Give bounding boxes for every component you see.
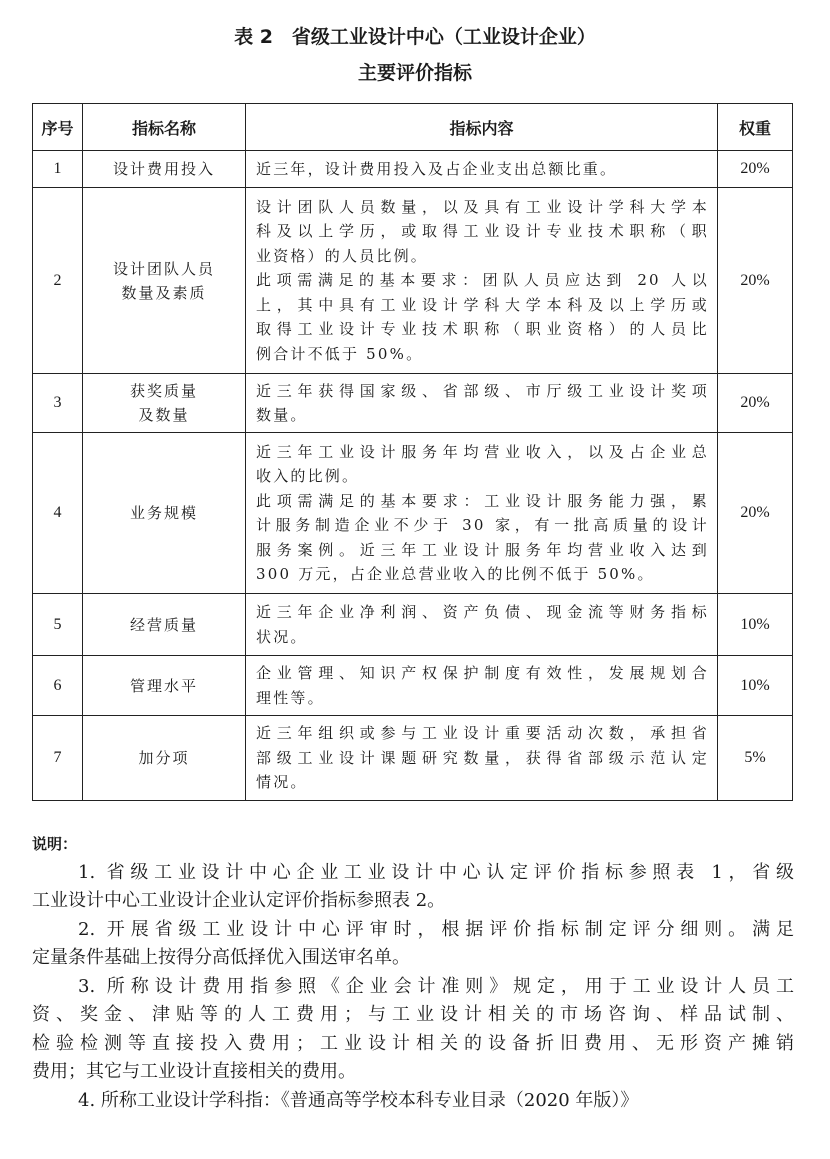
row-number: 1 [33, 151, 83, 188]
indicator-name [83, 656, 246, 716]
content-line: 300 万元，占企业总营业收入的比例不低于 50%。 [256, 565, 655, 583]
indicator-content [246, 716, 718, 801]
content-line: 情况。 [256, 773, 308, 792]
note-line: 4. 所称工业设计学科指：《普通高等学校本科专业目录（2020 年版）》 [78, 1089, 639, 1111]
content-line: 部级工业设计课题研究数量，获得省部级示范认定 [256, 748, 709, 767]
weight: 10% [718, 656, 793, 716]
content-line: 企业管理、知识产权保护制度有效性，发展规划合 [256, 664, 709, 682]
weight: 5% [718, 716, 793, 801]
indicator-content [246, 151, 718, 188]
note-line: 3. 所称设计费用指参照《企业会计准则》规定，用于工业设计人员工 [78, 975, 794, 997]
note-item [32, 859, 794, 916]
row-number: 3 [33, 374, 83, 433]
name-line: 管理水平 [129, 676, 198, 695]
table-row [33, 433, 793, 594]
note-line: 费用；其它与工业设计直接相关的费用。 [32, 1061, 356, 1082]
name-line: 经营质量 [129, 615, 198, 634]
content-line: 计服务制造企业不少于 30 家，有一批高质量的设计 [256, 516, 709, 534]
content-line: 此项需满足的基本要求：团队人员应达到 20 人以 [256, 271, 709, 290]
note-line: 工业设计中心工业设计企业认定评价指标参照表 2。 [32, 890, 446, 911]
row-number: 2 [33, 188, 83, 374]
evaluation-table [32, 103, 793, 801]
content-line: 取得工业设计专业技术职称（职业资格）的人员比 [256, 320, 709, 339]
content-line: 状况。 [256, 627, 308, 646]
content-line: 设计团队人员数量，以及具有工业设计学科大学本 [256, 197, 709, 216]
content-line: 理性等。 [256, 688, 325, 707]
indicator-content [246, 656, 718, 716]
table-header-row [33, 104, 793, 151]
name-line: 业务规模 [129, 504, 198, 522]
content-line: 近三年获得国家级、省部级、市厅级工业设计奖项 [256, 381, 709, 400]
indicator-name [83, 374, 246, 433]
content-line: 近三年组织或参与工业设计重要活动次数，承担省 [256, 724, 709, 743]
content-line: 科及以上学历，或取得工业设计专业技术职称（职 [256, 222, 709, 241]
weight: 20% [718, 151, 793, 188]
name-line: 获奖质量 [129, 382, 198, 400]
table-row [33, 594, 793, 656]
row-number: 7 [33, 716, 83, 801]
header-no: 序号 [33, 104, 83, 151]
indicator-name [83, 188, 246, 374]
weight: 20% [718, 374, 793, 433]
content-line: 近三年工业设计服务年均营业收入，以及占企业总 [256, 442, 709, 461]
content-line: 近三年，设计费用投入及占企业支出总额比重。 [256, 159, 618, 178]
indicator-name [83, 716, 246, 801]
content-line: 收入的比例。 [256, 467, 360, 485]
weight: 20% [718, 433, 793, 594]
indicator-content [246, 188, 718, 374]
indicator-content [246, 594, 718, 656]
table-row [33, 151, 793, 188]
row-number: 5 [33, 594, 83, 656]
note-line: 1. 省级工业设计中心企业工业设计中心认定评价指标参照表 1，省级 [78, 861, 794, 883]
table-title: 表 2 省级工业设计中心（工业设计企业） [234, 26, 596, 48]
indicator-name [83, 151, 246, 188]
note-item [32, 916, 794, 973]
table-row [33, 656, 793, 716]
indicator-name [83, 433, 246, 594]
notes-label: 说明： [32, 835, 78, 853]
table-subtitle: 主要评价指标 [357, 62, 472, 84]
name-line: 加分项 [138, 749, 190, 767]
note-item [32, 973, 794, 1087]
row-number: 4 [33, 433, 83, 594]
name-line: 数量及素质 [121, 283, 207, 302]
weight: 20% [718, 188, 793, 374]
row-number: 6 [33, 656, 83, 716]
notes-section [32, 830, 794, 1115]
header-weight: 权重 [718, 104, 793, 151]
header-name: 指标名称 [83, 104, 246, 151]
weight: 10% [718, 594, 793, 656]
indicator-content [246, 433, 718, 594]
note-line: 定量条件基础上按得分高低择优入围送审名单。 [32, 947, 410, 968]
note-line: 2. 开展省级工业设计中心评审时，根据评价指标制定评分细则。满足 [78, 918, 794, 940]
content-line: 业资格）的人员比例。 [256, 246, 429, 265]
table-row [33, 374, 793, 433]
indicator-name [83, 594, 246, 656]
content-line: 数量。 [256, 406, 308, 424]
header-content: 指标内容 [246, 104, 718, 151]
content-line: 上，其中具有工业设计学科大学本科及以上学历或 [256, 295, 709, 314]
content-line: 近三年企业净利润、资产负债、现金流等财务指标 [256, 603, 709, 621]
name-line: 设计团队人员 [112, 259, 215, 278]
content-line: 服务案例。近三年工业设计服务年均营业收入达到 [256, 540, 709, 559]
note-line: 检验检测等直接投入费用；工业设计相关的设备折旧费用、无形资产摊销 [32, 1032, 794, 1054]
content-line: 例合计不低于 50%。 [256, 344, 424, 363]
name-line: 及数量 [138, 406, 190, 424]
indicator-content [246, 374, 718, 433]
note-item [32, 1087, 794, 1116]
note-line: 资、奖金、津贴等的人工费用；与工业设计相关的市场咨询、样品试制、 [32, 1004, 794, 1025]
table-row [33, 716, 793, 801]
content-line: 此项需满足的基本要求：工业设计服务能力强，累 [256, 491, 709, 510]
name-line: 设计费用投入 [112, 160, 215, 178]
table-row [33, 188, 793, 374]
